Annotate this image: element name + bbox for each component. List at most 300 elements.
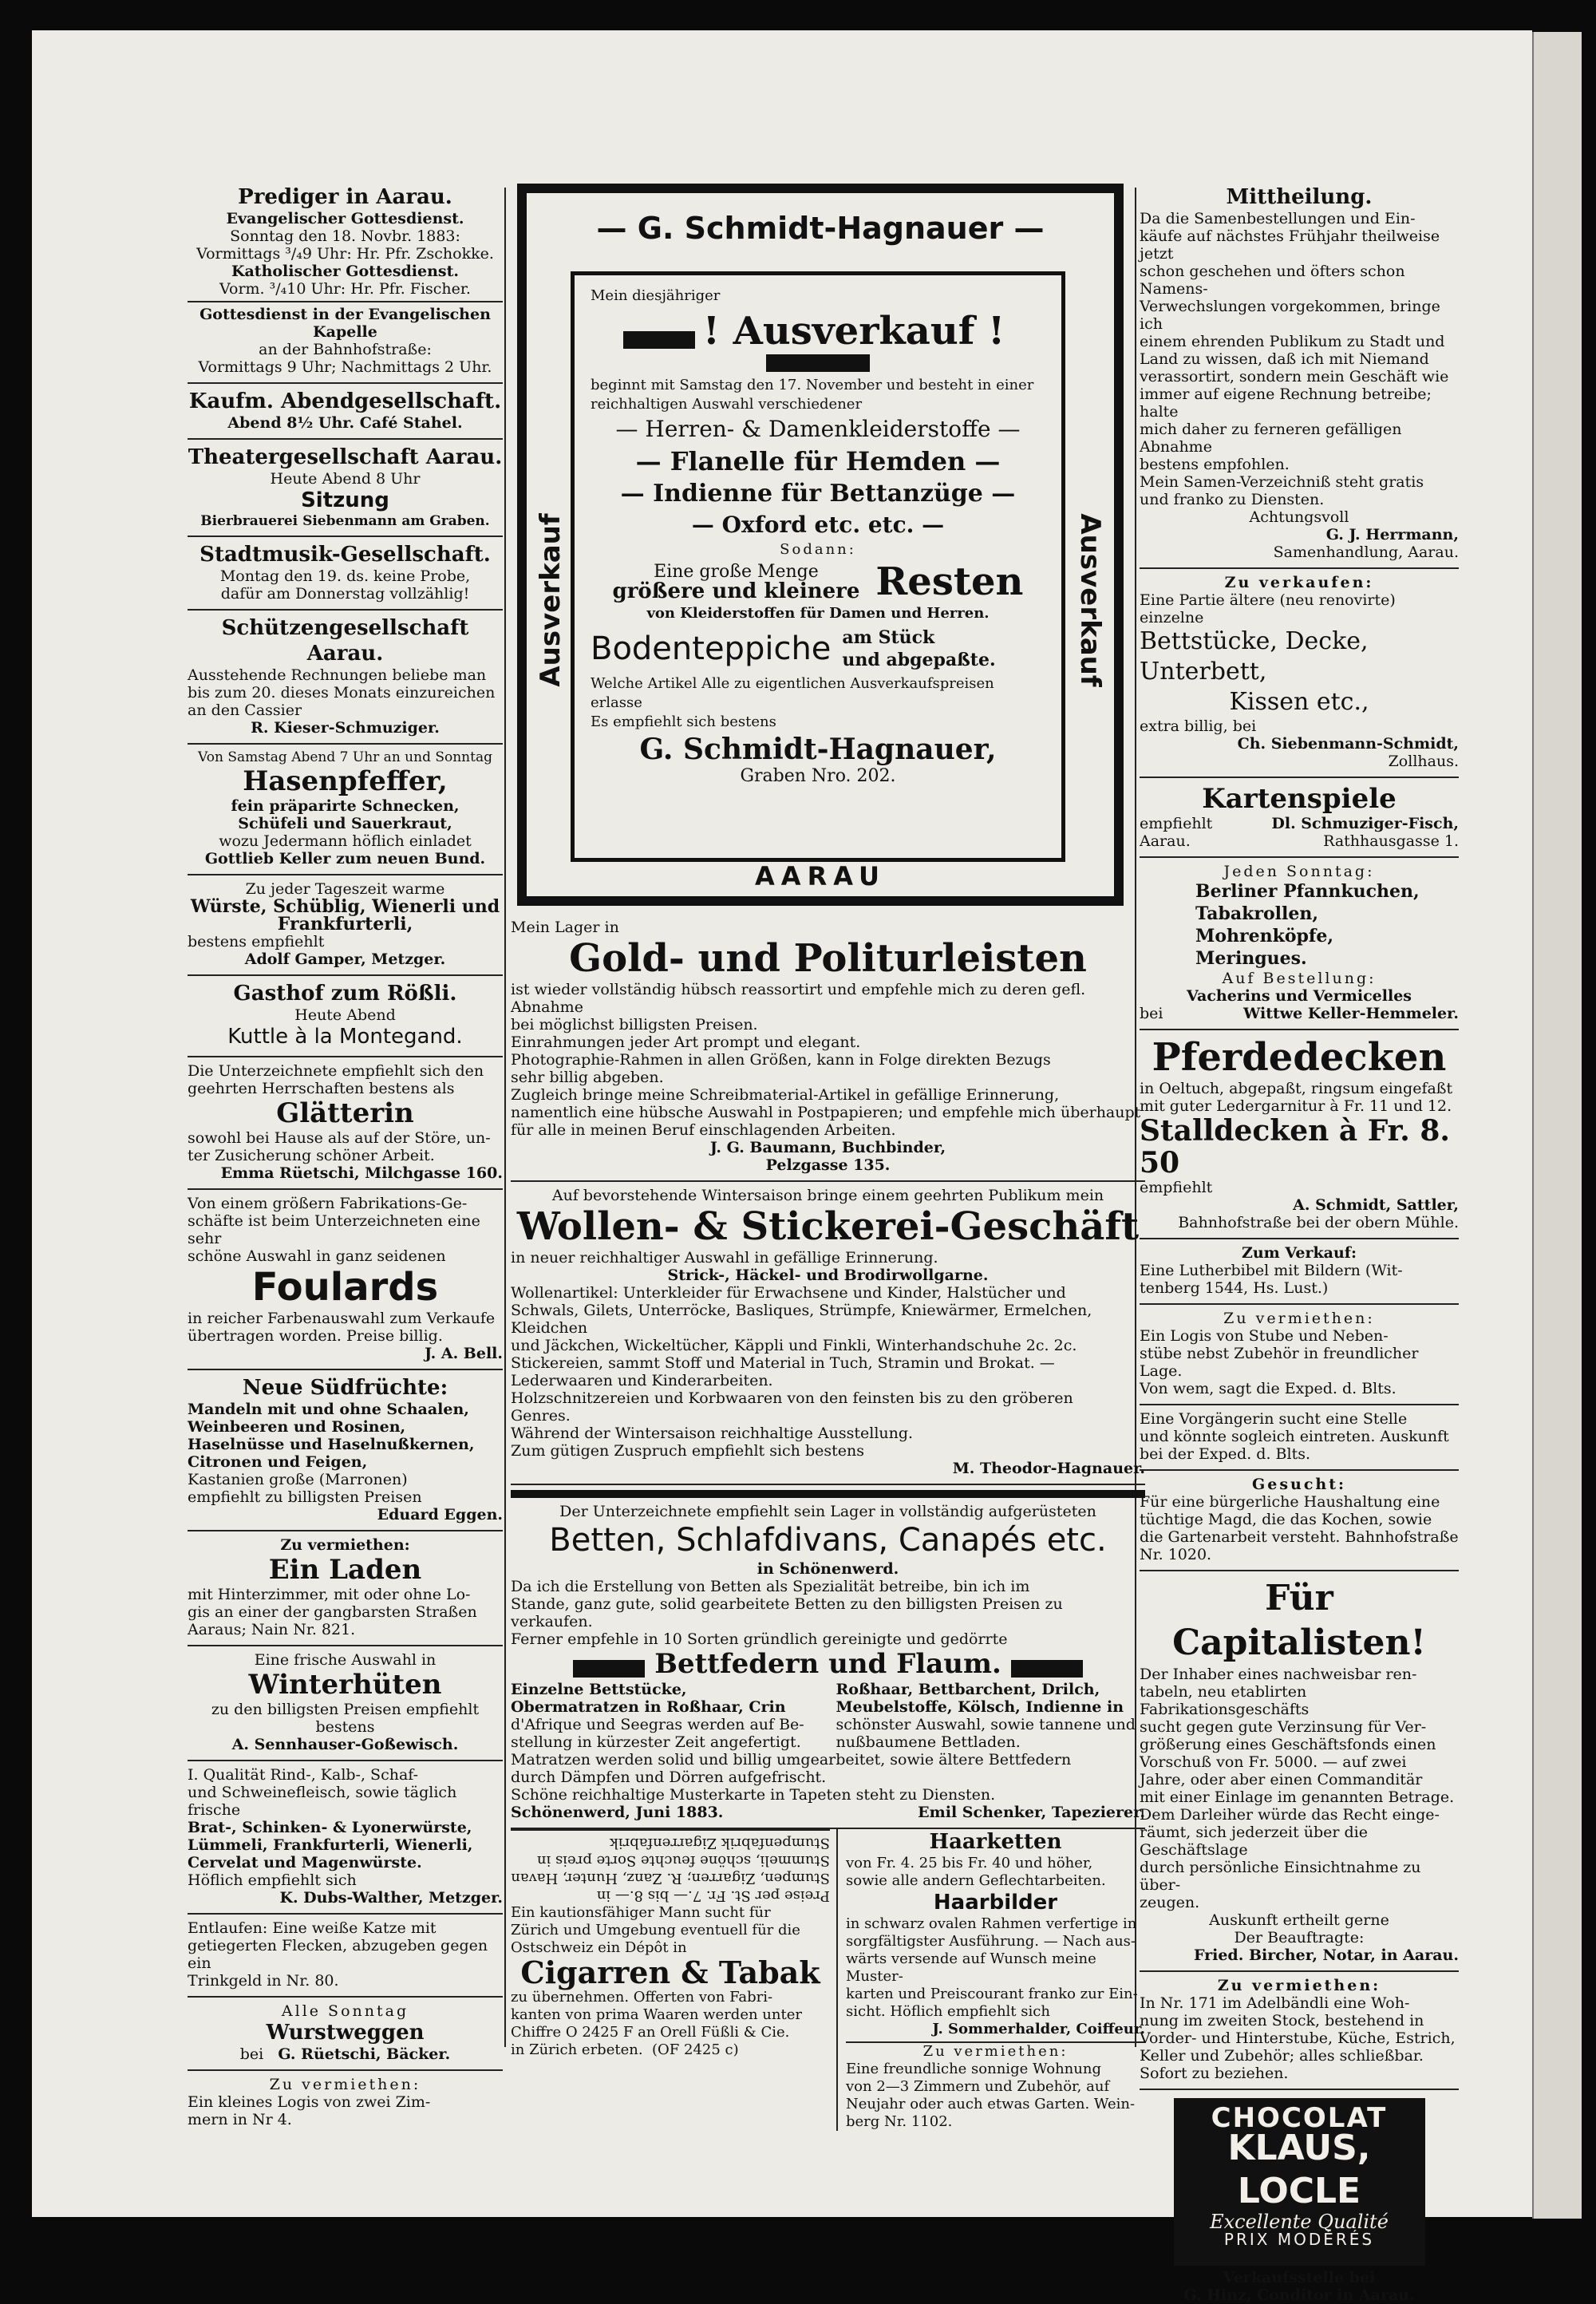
ad-wuerste <box>188 875 503 976</box>
text-line: schöne Auswahl in ganz seidenen <box>188 1247 446 1265</box>
ausverkauf-inner-box <box>571 271 1065 862</box>
text-line: dafür am Donnerstag vollzählig! <box>220 585 470 603</box>
ad-title: Gasthof zum Rößli. <box>233 982 457 1006</box>
address: Rathhausgasse 1. <box>1323 832 1459 850</box>
text-line: Brat-, Schinken- & Lyonerwürste, <box>188 1819 472 1836</box>
text-line: Mein diesjähriger <box>591 287 721 304</box>
text-line: käufe auf nächstes Frühjahr theilweise jetzt <box>1140 227 1440 263</box>
text-line: Stumpen, Zigarren; R. Zanz, Hunter, Havan <box>511 1870 830 1887</box>
text-line: Während der Wintersaison reichhaltige Ausstellung. <box>511 1425 914 1442</box>
text-line: Stummeli, schöne feuchte Sorte preis in <box>536 1852 830 1869</box>
ad-theater <box>188 440 503 537</box>
text-line: Ostschweiz ein Dépôt in <box>511 1939 687 1956</box>
ad-subtitle: Bodenteppiche <box>591 630 832 667</box>
ad-logis <box>188 2071 503 2128</box>
text-line: Vorder- und Hinterstube, Küche, Estrich, <box>1140 2029 1456 2047</box>
decor-bar <box>766 354 870 372</box>
text-line: und Schweinefleisch, sowie täglich frische <box>188 1784 457 1819</box>
text-line: sowie alle andern Geflechtarbeiten. <box>846 1872 1106 1889</box>
text-line: getiegerten Flecken, abzugeben gegen ein <box>188 1937 488 1972</box>
text-line: Einzelne Bettstücke, <box>511 1681 687 1698</box>
text-line: Chiffre O 2425 F an Orell Füßli & Cie. <box>511 2024 790 2041</box>
text-line: Cervelat und Magenwürste. <box>188 1854 422 1871</box>
text-line: — Indienne für Bettanzüge — <box>620 480 1016 508</box>
split-left <box>511 1829 838 2131</box>
text-line: Dem Darleiher würde das Recht einge- <box>1140 1806 1440 1824</box>
side-label-left: Ausverkauf <box>535 513 567 687</box>
text-line: Höflich empfiehlt sich <box>188 1871 357 1889</box>
text-line: sorgfältigster Ausführung. — Nach aus- <box>846 1933 1136 1950</box>
logo-text: CHOCOLAT <box>1211 2102 1388 2134</box>
text-line: von Kleiderstoffen für Damen und Herren. <box>646 605 990 622</box>
text-line: extra billig, bei <box>1140 717 1257 735</box>
ad-title: Glätterin <box>276 1097 414 1129</box>
ad-title: Ein Laden <box>268 1554 422 1586</box>
text-line: beginnt mit Samstag den 17. November und besteht in einer <box>591 377 1034 393</box>
ad-footer: AARAU <box>755 861 886 891</box>
text-line: bei <box>239 2045 264 2063</box>
text-line: zeugen. <box>1140 1894 1200 1911</box>
text-line: Nr. 1020. <box>1140 1546 1212 1563</box>
text-line: schäfte ist beim Unterzeichneten eine sehr <box>188 1212 480 1247</box>
address: Zollhaus. <box>1388 753 1459 770</box>
text-line: Vacherins und Vermicelles <box>1187 987 1412 1005</box>
ad-title: ! Ausverkauf ! <box>702 309 1005 354</box>
signature: J. Sommerhalder, Coiffeur. <box>932 2021 1145 2037</box>
text-line: d'Afrique und Seegras werden auf Be- <box>511 1716 804 1733</box>
text-line: karten und Preiscourant franko zur Ein- <box>846 1986 1138 2002</box>
ad-title: Betten, Schlafdivans, Canapés etc. <box>549 1522 1107 1559</box>
ad-title: Kartenspiele <box>1202 783 1396 815</box>
text-line: bis zum 20. dieses Monats einzureichen <box>188 684 496 701</box>
decor-bar <box>1011 1660 1083 1678</box>
ad-goldleisten <box>511 914 1145 1182</box>
text-line: und Jäckchen, Wickeltücher, Käppli und Finkli, Winterhandschuhe 2c. 2c. <box>511 1337 1077 1354</box>
text-line: berg Nr. 1102. <box>846 2113 953 2130</box>
text-line: sehr billig abgeben. <box>511 1069 664 1086</box>
text-line: Zum gütigen Zuspruch empfiehlt sich bestens <box>511 1442 864 1460</box>
ad-fleisch <box>188 1761 503 1915</box>
text-line: erlasse <box>591 694 642 711</box>
ad-wollen <box>511 1182 1145 1485</box>
signature: M. Theodor-Hagnauer. <box>952 1460 1145 1477</box>
text-line: Stande, ganz gute, solid gearbeitete Betten zu den billigsten Preisen zu verkaufen. <box>511 1595 1063 1630</box>
text-line: übertragen worden. Preise billig. <box>188 1327 443 1345</box>
text-line: Neujahr oder auch etwas Garten. Wein- <box>846 2096 1136 2112</box>
ad-subtitle: Stalldecken à Fr. 8. 50 <box>1140 1114 1450 1180</box>
logo-text: PRIX MODÉRÉS <box>1223 2230 1375 2249</box>
text-line: geehrten Herrschaften bestens als <box>188 1080 455 1097</box>
text-line: schönster Auswahl, sowie tannene und <box>836 1716 1136 1733</box>
text-line: nung im zweiten Stock, bestehend in <box>1140 2012 1424 2029</box>
text-line: für alle in meinen Beruf einschlagenden Arbeiten. <box>511 1121 896 1139</box>
text-line: durch Dämpfen und Dörren aufgefrischt. <box>511 1769 827 1786</box>
text-line: in schwarz ovalen Rahmen verfertige in <box>846 1915 1137 1932</box>
text-line: Zugleich bringe meine Schreibmaterial-Artikel in gefällige Erinnerung, <box>511 1086 1060 1104</box>
text-line: Einrahmungen jeder Art prompt und elegant. <box>511 1033 861 1051</box>
text-line: größerung eines Geschäftsfonds einen <box>1140 1736 1436 1753</box>
text-line: Ferner empfehle in 10 Sorten gründlich gereinigte und gedörrte <box>511 1630 1008 1648</box>
ad-title: Prediger in Aarau. <box>238 185 452 209</box>
text-line: bei möglichst billigsten Preisen. <box>511 1016 758 1033</box>
signature: G. Hinz, Conditor in Aarau. <box>1183 2286 1415 2304</box>
text-line: Ein Logis von Stube und Neben- <box>1140 1327 1389 1345</box>
text-line: — Herren- & Damenkleiderstoffe — <box>615 416 1021 442</box>
text-line: Zu jeder Tageszeit warme <box>245 880 445 898</box>
text-line: am Stück <box>842 627 935 648</box>
text-line: Eine Lutherbibel mit Bildern (Wit- <box>1140 1262 1403 1279</box>
ad-katze <box>188 1915 503 1998</box>
text-line: Mohrenköpfe, <box>1195 926 1334 946</box>
text-line: Entlaufen: Eine weiße Katze mit <box>188 1919 437 1937</box>
text-line: Da die Samenbestellungen und Ein- <box>1140 210 1416 227</box>
text-line: Holzschnitzereien und Korbwaaren von den feinsten bis zu den gröberen <box>511 1389 1073 1407</box>
text-line: einem ehrenden Publikum zu Stadt und <box>1140 333 1445 350</box>
signature: Emil Schenker, Tapezierer. <box>918 1804 1145 1821</box>
text-line: Heute Abend 8 Uhr <box>270 470 421 488</box>
text-line: fein präparirte Schnecken, <box>231 797 460 815</box>
signature: G. Rüetschi, Bäcker. <box>278 2045 451 2063</box>
text-line: Eine Partie ältere (neu renovirte) einzelne <box>1140 591 1396 626</box>
mirrored-ad <box>511 1829 830 1904</box>
text-line: sucht gegen gute Verzinsung für Ver- <box>1140 1718 1427 1736</box>
text-line: Auf bevorstehende Wintersaison bringe einem geehrten Publikum mein <box>551 1187 1104 1204</box>
text-line: In Nr. 171 im Adelbändli eine Woh- <box>1140 1994 1410 2012</box>
signature: Adolf Gamper, Metzger. <box>244 950 446 968</box>
text-line: ist wieder vollständig hübsch reassortirt und empfehle mich zu deren gefl. Abnahme <box>511 981 1086 1016</box>
heading: Gottesdienst in der Evangelischen Kapelle <box>188 301 503 341</box>
text-line: Der Inhaber eines nachweisbar ren- <box>1140 1666 1417 1683</box>
text-line: wärts versende auf Wunsch meine Muster- <box>846 1950 1096 1985</box>
ad-subtitle: Bettfedern und Flaum. <box>654 1648 1001 1680</box>
decor-bar <box>623 331 695 349</box>
ad-prediger <box>188 180 503 384</box>
text-line: tüchtige Magd, die das Kochen, sowie <box>1140 1511 1432 1528</box>
text-line: Vorschuß von Fr. 5000. — auf zwei <box>1140 1753 1407 1771</box>
text-line: größere und kleinere <box>612 579 860 603</box>
text-line: Da ich die Erstellung von Betten als Spezialität betreibe, bin ich im <box>511 1578 1030 1595</box>
text-line: — Oxford etc. etc. — <box>691 512 945 538</box>
ad-logis-right <box>1140 1305 1459 1405</box>
text-line: Ein kautionsfähiger Mann sucht für <box>511 1904 771 1921</box>
text-line: in Zürich erbeten. <box>511 2041 643 2058</box>
text-line: in neuer reichhaltiger Auswahl in gefällige Erinnerung. <box>511 1249 938 1267</box>
text-line: wozu Jedermann höflich einladet <box>219 832 472 850</box>
text-line: bestens empfiehlt <box>188 933 325 950</box>
ad-title: Für Capitalisten! <box>1172 1578 1426 1663</box>
column-right <box>1140 180 1459 2304</box>
text-line: mit guter Ledergarnitur à Fr. 11 und 12. <box>1140 1097 1452 1115</box>
text-line: Eine frische Auswahl in <box>254 1651 437 1669</box>
text-line: Es empfiehlt sich bestens <box>591 713 776 730</box>
signature: Dl. Schmuziger-Fisch, <box>1271 815 1459 832</box>
text-line: Land zu wissen, daß ich mit Niemand <box>1140 350 1429 368</box>
text-line: Schwals, Gilets, Unterröcke, Basliques, Strümpfe, Kniewärmer, Ermelchen, Kleidchen <box>511 1302 1092 1337</box>
text-line: und abgepaßte. <box>842 650 996 670</box>
text-line: Matratzen werden solid und billig umgearbeitet, sowie ältere Bettfedern <box>511 1751 1072 1769</box>
text-line: I. Qualität Rind-, Kalb-, Schaf- <box>188 1766 419 1784</box>
logo-text: KLAUS, LOCLE <box>1227 2128 1371 2211</box>
ad-schuetzen <box>188 611 503 745</box>
text-line: Vormittags ³/₄9 Uhr: Hr. Pfr. Zschokke. <box>196 245 494 263</box>
signature: G. J. Herrmann, <box>1325 526 1459 543</box>
text-line: — Flanelle für Hemden — <box>635 446 1001 476</box>
text-line: Genres. <box>511 1407 571 1425</box>
text-line: die Gartenarbeit versteht. Bahnhofstraße <box>1140 1528 1459 1546</box>
signature: K. Dubs-Walther, Metzger. <box>279 1889 503 1907</box>
ad-gesucht <box>1140 1471 1459 1571</box>
ad-title: Haarketten <box>929 1830 1062 1854</box>
text-line: mern in Nr 4. <box>188 2111 292 2128</box>
text-line: reichhaltigen Auswahl verschiedener <box>591 396 863 413</box>
address: Bahnhofstraße bei der obern Mühle. <box>1178 1214 1459 1231</box>
ad-haar <box>846 1829 1145 2043</box>
text-line: Der Beauftragte: <box>1234 1929 1365 1946</box>
text-line: namentlich eine hübsche Auswahl in Postpapieren; und empfehle mich überhaupt <box>511 1104 1141 1121</box>
date: Schönenwerd, Juni 1883. <box>511 1804 724 1821</box>
text-line: Meubelstoffe, Kölsch, Indienne in <box>836 1698 1124 1716</box>
text-line: Kastanien große (Marronen) <box>188 1471 408 1488</box>
text-line: Obermatratzen in Roßhaar, Crin <box>511 1698 786 1716</box>
text-line: Roßhaar, Bettbarchent, Drilch, <box>836 1681 1100 1698</box>
signature: Eduard Eggen. <box>377 1506 503 1523</box>
text-line: gis an einer der gangbarsten Straßen <box>188 1603 477 1621</box>
text-line: empfiehlt zu billigsten Preisen <box>188 1488 422 1506</box>
text-line: Lümmeli, Frankfurterli, Wienerli, <box>188 1836 473 1854</box>
column-rule <box>504 188 506 2047</box>
heading: Zu vermiethen: <box>1223 1310 1375 1327</box>
text-line: und franko zu Diensten. <box>1140 491 1325 508</box>
text-line: verassortirt, sondern mein Geschäft wie <box>1140 368 1449 385</box>
signature: J. G. Baumann, Buchbinder, <box>709 1139 946 1156</box>
ad-winterhueten <box>188 1646 503 1761</box>
text-line: Vorm. ³/₄10 Uhr: Hr. Pfr. Fischer. <box>219 280 471 298</box>
text-line: und könnte sogleich eintreten. Auskunft <box>1140 1428 1449 1445</box>
ad-foulards <box>188 1190 503 1370</box>
ad-bibel <box>1140 1239 1459 1305</box>
text-line: Strick-, Häckel- und Brodirwollgarne. <box>667 1267 989 1284</box>
heading: Evangelischer Gottesdienst. <box>226 210 464 227</box>
text-line: Haselnüsse und Haselnußkernen, <box>188 1436 475 1453</box>
thick-rule <box>511 1490 1145 1498</box>
signature: Emma Rüetschi, Milchgasse 160. <box>220 1164 503 1182</box>
signature: A. Sennhauser-Goßewisch. <box>231 1736 459 1753</box>
page-edge <box>1532 32 1582 2219</box>
text-line: Verwechslungen vorgekommen, bringe ich <box>1140 298 1440 333</box>
text-line: Aarau. <box>1140 832 1191 850</box>
signature: Fried. Bircher, Notar, in Aarau. <box>1193 1946 1459 1964</box>
ad-title: Stadtmusik-Gesellschaft. <box>200 543 491 567</box>
heading: Gesucht: <box>1252 1476 1346 1493</box>
text-line: Schüfeli und Sauerkraut, <box>238 815 452 832</box>
text-line: Preise per St. Fr. 7.— bis 8.— in <box>596 1887 830 1904</box>
ad-ausverkauf <box>517 184 1124 906</box>
heading: Zu vermiethen: <box>922 2043 1069 2060</box>
signature: A. Schmidt, Sattler, <box>1293 1196 1459 1214</box>
ad-subtitle: Haarbilder <box>933 1891 1058 1915</box>
text-line: Mandeln mit und ohne Schaalen, <box>188 1401 469 1418</box>
signature: Gottlieb Keller zum neuen Bund. <box>204 850 486 867</box>
heading: Zu vermiethen: <box>280 1536 410 1554</box>
text-line: kanten von prima Waaren werden unter <box>511 2006 802 2023</box>
text-line: Heute Abend <box>294 1006 396 1024</box>
ad-mittheilung <box>1140 180 1459 569</box>
ad-bett <box>1140 569 1459 778</box>
text-line: Zürich und Umgebung eventuell für die <box>511 1922 800 1938</box>
ad-title: Wurstweggen <box>266 2021 425 2045</box>
split-right <box>838 1829 1145 2131</box>
text-line: Von einem größern Fabrikations-Ge- <box>188 1195 468 1212</box>
text-line: sicht. Höflich empfiehlt sich <box>846 2003 1050 2020</box>
heading: Zum Verkauf: <box>1242 1244 1357 1262</box>
signature: Ch. Siebenmann-Schmidt, <box>1237 735 1459 753</box>
text-line: bei der Exped. d. Blts. <box>1140 1445 1310 1463</box>
ad-karten <box>1140 778 1459 858</box>
text-line: Eine Vorgängerin sucht eine Stelle <box>1140 1410 1408 1428</box>
text-line: Verkaufsstelle bei <box>1223 2269 1376 2286</box>
text-line: Der Unterzeichnete empfiehlt sein Lager in vollständig aufgerüsteten <box>559 1503 1096 1520</box>
ad-chocolat <box>1140 2098 1459 2304</box>
ad-subtitle: Kuttle à la Montegand. <box>227 1025 463 1049</box>
ad-title: Pferdedecken <box>1152 1035 1447 1080</box>
text-line: Stickereien, sammt Stoff und Material in Tuch, Stramin und Brokat. — <box>511 1354 1055 1372</box>
ad-subtitle: Resten <box>875 559 1024 604</box>
ad-kaufm <box>188 384 503 440</box>
text-line: Mein Lager in <box>511 919 619 936</box>
text-line: mit Hinterzimmer, mit oder ohne Lo- <box>188 1586 471 1603</box>
text-line: empfiehlt <box>1140 815 1213 832</box>
text-line: empfiehlt <box>1140 1179 1213 1196</box>
text-line: bestens empfohlen. <box>1140 456 1290 473</box>
text-line: Wollenartikel: Unterkleider für Erwachsene und Kinder, Halstücher und <box>511 1284 1066 1302</box>
column-middle <box>511 914 1145 2131</box>
ad-betten <box>511 1498 1145 1829</box>
signature: G. Schmidt-Hagnauer, <box>639 733 997 766</box>
text-line: Schöne reichhaltige Musterkarte in Tapeten steht zu Diensten. <box>511 1786 996 1804</box>
text-line: Bettstücke, Decke, Unterbett, <box>1140 627 1369 686</box>
bottom-middle-split <box>511 1829 1145 2131</box>
text-line: von Fr. 4. 25 bis Fr. 40 und höher, <box>846 1855 1093 1871</box>
ad-wohnung <box>846 2043 1145 2131</box>
ad-sonntag <box>1140 858 1459 1030</box>
text-line: mit einer Einlage im genannten Betrage. <box>1140 1788 1455 1806</box>
signature: R. Kieser-Schmuziger. <box>251 719 440 737</box>
text-line: Achtungsvoll <box>1249 508 1349 526</box>
text-line: Keller und Zubehör; alles schließbar. <box>1140 2047 1424 2065</box>
text-line: zu den billigsten Preisen empfiehlt bestens <box>211 1701 480 1736</box>
text-line: Eine freundliche sonnige Wohnung <box>846 2061 1101 2077</box>
signature: J. A. Bell. <box>425 1345 503 1362</box>
text-line: in Schönenwerd. <box>757 1560 899 1578</box>
text-line: Ein kleines Logis von zwei Zim- <box>188 2093 431 2111</box>
text-line: Weinbeeren und Rosinen, <box>188 1418 406 1436</box>
text-line: nußbaumene Bettladen. <box>836 1733 1021 1751</box>
text-line: Würste, Schüblig, Wienerli und <box>190 896 500 917</box>
ad-title: Gold- und Politurleisten <box>569 936 1087 981</box>
ad-wohnung-right <box>1140 1972 1459 2090</box>
text-line: Von Samstag Abend 7 Uhr an und Sonntag <box>198 749 492 765</box>
decor-bar <box>573 1660 645 1678</box>
ad-suedfruechte <box>188 1370 503 1531</box>
address: Pelzgasse 135. <box>765 1156 891 1174</box>
heading: Jeden Sonntag: <box>1223 863 1375 880</box>
ad-header: — G. Schmidt-Hagnauer — <box>596 211 1045 246</box>
text-line: Auskunft ertheilt gerne <box>1209 1911 1389 1929</box>
text-line: stellung in kürzester Zeit angefertigt. <box>511 1733 801 1751</box>
text-line: an den Cassier <box>188 701 302 719</box>
heading: Zu verkaufen: <box>1224 574 1374 591</box>
text-line: Trinkgeld in Nr. 80. <box>188 1972 339 1990</box>
text-line: Sodann: <box>780 541 856 558</box>
text-line: von 2—3 Zimmern und Zubehör, auf <box>846 2078 1110 2095</box>
text-line: Jahre, oder aber einen Commanditär <box>1140 1771 1423 1788</box>
text-line: ter Zusicherung schöner Arbeit. <box>188 1147 435 1164</box>
ad-title: Cigarren & Tabak <box>520 1954 820 1990</box>
address: Graben Nro. 202. <box>740 766 896 786</box>
text-line: zu übernehmen. Offerten von Fabri- <box>511 1989 773 2006</box>
text-line: Kissen etc., <box>1229 688 1369 716</box>
address: Samenhandlung, Aarau. <box>1273 543 1459 561</box>
text-line: Mein Samen-Verzeichniß steht gratis <box>1140 473 1424 491</box>
text-line: Bierbrauerei Siebenmann am Graben. <box>200 513 490 529</box>
text-line: an der Bahnhofstraße: <box>259 341 432 358</box>
text-line: Photographie-Rahmen in allen Größen, kann in Folge direkten Bezugs <box>511 1051 1051 1069</box>
heading: Zu vermiethen: <box>269 2076 421 2093</box>
reference-code: (OF 2425 c) <box>652 2041 739 2058</box>
ad-stadtmusik <box>188 537 503 611</box>
ad-vorgaengerin <box>1140 1405 1459 1471</box>
text-line: Sofort zu beziehen. <box>1140 2065 1289 2082</box>
heading: Katholischer Gottesdienst. <box>231 263 460 280</box>
text-line: Sonntag den 18. Novbr. 1883: <box>230 227 460 245</box>
text-line: tabeln, neu etablirten Fabrikationsgeschäfts <box>1140 1683 1310 1718</box>
text-line: stübe nebst Zubehör in freundlicher Lage. <box>1140 1345 1419 1380</box>
ad-capitalisten <box>1140 1571 1459 1972</box>
text-line: räumt, sich jederzeit über die Geschäftslage <box>1140 1824 1369 1859</box>
ad-hasenpfeffer <box>188 745 503 875</box>
text-line: Lederwaaren und Kinderarbeiten. <box>511 1372 773 1389</box>
text-line: Für eine bürgerliche Haushaltung eine <box>1140 1493 1440 1511</box>
ad-title: Theatergesellschaft Aarau. <box>188 445 503 469</box>
text-line: sowohl bei Hause als auf der Störe, un- <box>188 1129 491 1147</box>
ad-laden <box>188 1531 503 1646</box>
ad-title: Neue Südfrüchte: <box>242 1376 448 1400</box>
text-line: mich daher zu ferneren gefälligen Abnahme <box>1140 421 1402 456</box>
text-line: Montag den 19. ds. keine Probe, <box>219 567 471 585</box>
ad-title: Foulards <box>251 1265 439 1310</box>
ad-title: Mittheilung. <box>1226 185 1373 209</box>
side-label-right: Ausverkauf <box>1074 513 1106 687</box>
text-line: immer auf eigene Rechnung betreibe; halte <box>1140 385 1432 421</box>
text-line: Welche Artikel Alle zu eigentlichen Ausverkaufspreisen <box>591 675 994 692</box>
text-line: Citronen und Feigen, <box>188 1453 368 1471</box>
text-line: Berliner Pfannkuchen, <box>1195 881 1420 902</box>
text-line: Vormittags 9 Uhr; Nachmittags 2 Uhr. <box>198 358 492 376</box>
ad-glaetterin <box>188 1057 503 1190</box>
ad-cigarren <box>511 1904 830 2059</box>
text-line: Alle Sonntag <box>281 2002 409 2020</box>
ad-pferdedecken <box>1140 1030 1459 1239</box>
text-line: Meringues. <box>1195 948 1307 969</box>
text-line: in Oeltuch, abgepaßt, ringsum eingefaßt <box>1140 1080 1453 1097</box>
text-line: durch persönliche Einsichtnahme zu über- <box>1140 1859 1421 1894</box>
ad-title: Wollen- & Stickerei-Geschäft <box>516 1204 1140 1249</box>
ad-wurstweggen <box>188 1998 503 2071</box>
text-line: Eine große Menge <box>654 562 819 582</box>
text-line: Ausstehende Rechnungen beliebe man <box>188 666 487 684</box>
logo-text: Excellente Qualité <box>1210 2211 1389 2233</box>
text-line: Aaraus; Nain Nr. 821. <box>188 1621 356 1638</box>
